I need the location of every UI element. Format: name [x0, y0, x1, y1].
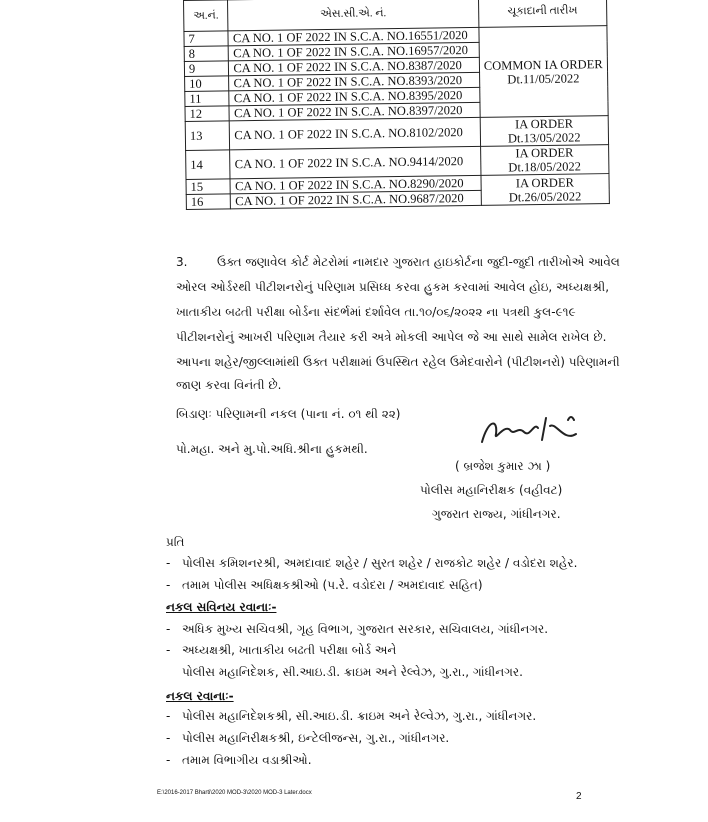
row-sr: 13	[185, 121, 230, 151]
order-a-line1: IA ORDER	[514, 116, 574, 132]
common-ia-order-cell	[478, 26, 608, 118]
row-ca: CA NO. 1 OF 2022 IN S.C.A. NO.16957/2020	[229, 42, 479, 60]
row-sr: 16	[186, 194, 231, 210]
to-item-1-bullet: -	[166, 556, 171, 570]
row-ca: CA NO. 1 OF 2022 IN S.C.A. NO.16551/2020	[228, 27, 478, 45]
row-sr: 12	[185, 106, 230, 122]
header-top-label: ચૂકાદાની તારીખ	[507, 4, 578, 18]
order-common-line1: COMMON IA ORDER	[483, 56, 603, 73]
header-sr: અ.નં.	[184, 0, 229, 31]
copy-item-1: પોલીસ મહાનિદેશકશ્રી, સી.આઇ.ડી. ક્રાઇમ અને રેલ્વેઝ, ગુ.રા., ગાંધીનગર.	[182, 709, 537, 723]
signature-scribble	[476, 412, 586, 458]
row-sr: 10	[185, 76, 230, 92]
copy-respect-heading: નકલ સવિનય રવાનાઃ-	[166, 600, 277, 614]
row-ca: CA NO. 1 OF 2022 IN S.C.A. NO.8290/2020	[230, 175, 480, 193]
row-sr: 8	[184, 46, 229, 62]
to-item-1: પોલીસ કમિશનરશ્રી, અમદાવાદ શહેર / સુરત શહેર / રાજકોટ શહેર / વડોદરા શહેર.	[182, 556, 578, 570]
copy-respect-item-2-bullet: -	[166, 643, 171, 657]
to-item-2-bullet: -	[166, 578, 171, 592]
paragraph-line-1: ઉક્ત જણાવેલ કોર્ટ મેટરોમાં નામદાર ગુજરાત હાઇકોર્ટના જુદી-જુદી તારીખોએ આવેલ	[217, 255, 620, 269]
header-order-date	[478, 0, 607, 27]
copy-item-2-bullet: -	[166, 731, 171, 745]
copy-respect-item-2-line-2: પોલીસ મહાનિદેશક, સી.આઇ.ડી. ક્રાઇમ અને રેલ્વેઝ, ગુ.રા., ગાંધીનગર.	[182, 665, 523, 679]
row-ca: CA NO. 1 OF 2022 IN S.C.A. NO.8395/2020	[229, 87, 479, 105]
to-heading: પ્રતિ	[166, 535, 185, 549]
paragraph-number: 3.	[176, 255, 188, 269]
copy-item-3: તમામ વિભાગીય વડાશ્રીઓ.	[182, 753, 312, 767]
row-sr: 15	[186, 179, 231, 195]
copy-item-2: પોલીસ મહાનિરીક્ષકશ્રી, ઇન્ટેલીજન્સ, ગુ.રા., ગાંધીનગર.	[182, 731, 450, 745]
order-common-line2: Dt.11/05/2022	[507, 70, 580, 86]
copy-respect-item-2-line-1: અધ્યક્ષશ્રી, ખાતાકીય બઢતી પરીક્ષા બોર્ડ અને	[182, 643, 397, 657]
signatory-designation: પોલીસ મહાનિરીક્ષક (વહીવટ)	[420, 483, 563, 497]
row-ca: CA NO. 1 OF 2022 IN S.C.A. NO.9414/2020	[230, 146, 481, 178]
row-sr: 9	[184, 61, 229, 77]
copy-respect-item-1-bullet: -	[166, 622, 171, 636]
signatory-office: ગુજરાત રાજ્ય, ગાંધીનગર.	[432, 507, 561, 521]
paragraph-line-6: જાણ કરવા વિનંતી છે.	[176, 378, 282, 392]
paragraph-line-4: પીટીશનરોનું આખરી પરિણામ તૈયાર કરી અત્રે મોકલી આપેલ જે આ સાથે સામેલ રાખેલ છે.	[176, 330, 607, 344]
order-a-line2: Dt.13/05/2022	[507, 130, 581, 146]
to-item-2: તમામ પોલીસ અધિક્ષકશ્રીઓ (પ.રે. વડોદરા / અમદાવાદ સહિત)	[182, 578, 483, 592]
order-b-line2: Dt.18/05/2022	[508, 159, 582, 175]
order-c-line2: Dt.26/05/2022	[508, 188, 582, 204]
authority-line: પો.મહા. અને મુ.પો.અધિ.શ્રીના હુકમથી.	[176, 442, 368, 456]
order-b-line1: IA ORDER	[515, 145, 574, 161]
order-c-line1: IA ORDER	[515, 175, 574, 190]
row-ca: CA NO. 1 OF 2022 IN S.C.A. NO.9687/2020	[231, 190, 481, 208]
court-cases-table	[183, 0, 610, 210]
ia-order-cell-c	[481, 174, 610, 206]
row-ca: CA NO. 1 OF 2022 IN S.C.A. NO.8393/2020	[229, 72, 479, 90]
enclosure-note: બિડાણઃ પરિણામની નકલ (પાના નં. ૦૧ થી ૨૨)	[176, 407, 401, 421]
copy-item-1-bullet: -	[166, 709, 171, 723]
row-ca: CA NO. 1 OF 2022 IN S.C.A. NO.8387/2020	[229, 57, 479, 75]
row-ca: CA NO. 1 OF 2022 IN S.C.A. NO.8397/2020	[229, 102, 479, 120]
row-sr: 7	[184, 31, 229, 47]
footer-file-path: E:\2016-2017 Bharti\2020 MOD-3\2020 MOD-3 Later.docx	[157, 790, 312, 796]
row-sr: 14	[186, 150, 231, 180]
row-ca: CA NO. 1 OF 2022 IN S.C.A. NO.8102/2020	[230, 117, 481, 149]
copy-respect-item-1: અધિક મુખ્ય સચિવશ્રી, ગૃહ વિભાગ, ગુજરાત સરકાર, સચિવાલય, ગાંધીનગર.	[182, 622, 549, 636]
header-ca: એસ.સી.એ. નં.	[228, 0, 479, 31]
signatory-name: ( બ્રજેશ કુમાર ઝા )	[455, 459, 551, 473]
ia-order-cell-b	[480, 145, 609, 176]
paragraph-line-3: ખાતાકીય બઢતી પરીક્ષા બોર્ડના સંદર્ભમાં દર્શાવેલ તા.૧૦/૦૬/૨૦૨૨ ના પત્રથી કુલ-૯૧૯	[176, 305, 576, 319]
copy-heading: નકલ રવાનાઃ-	[166, 689, 234, 703]
copy-item-3-bullet: -	[166, 753, 171, 767]
paragraph-line-5: આપના શહેર/જીલ્લામાંથી ઉક્ત પરીક્ષામાં ઉપસ્થિત રહેલ ઉમેદવારોને (પીટીશનરો) પરિણામની	[176, 355, 620, 369]
ia-order-cell-a	[480, 116, 609, 147]
page-number: 2	[576, 791, 582, 802]
paragraph-line-2: ઓરલ ઓર્ડરથી પીટીશનરોનું પરિણામ પ્રસિધ્ધ કરવા હુકમ કરવામાં આવેલ હોઇ, અધ્યક્ષશ્રી,	[176, 280, 610, 294]
row-sr: 11	[185, 91, 230, 107]
